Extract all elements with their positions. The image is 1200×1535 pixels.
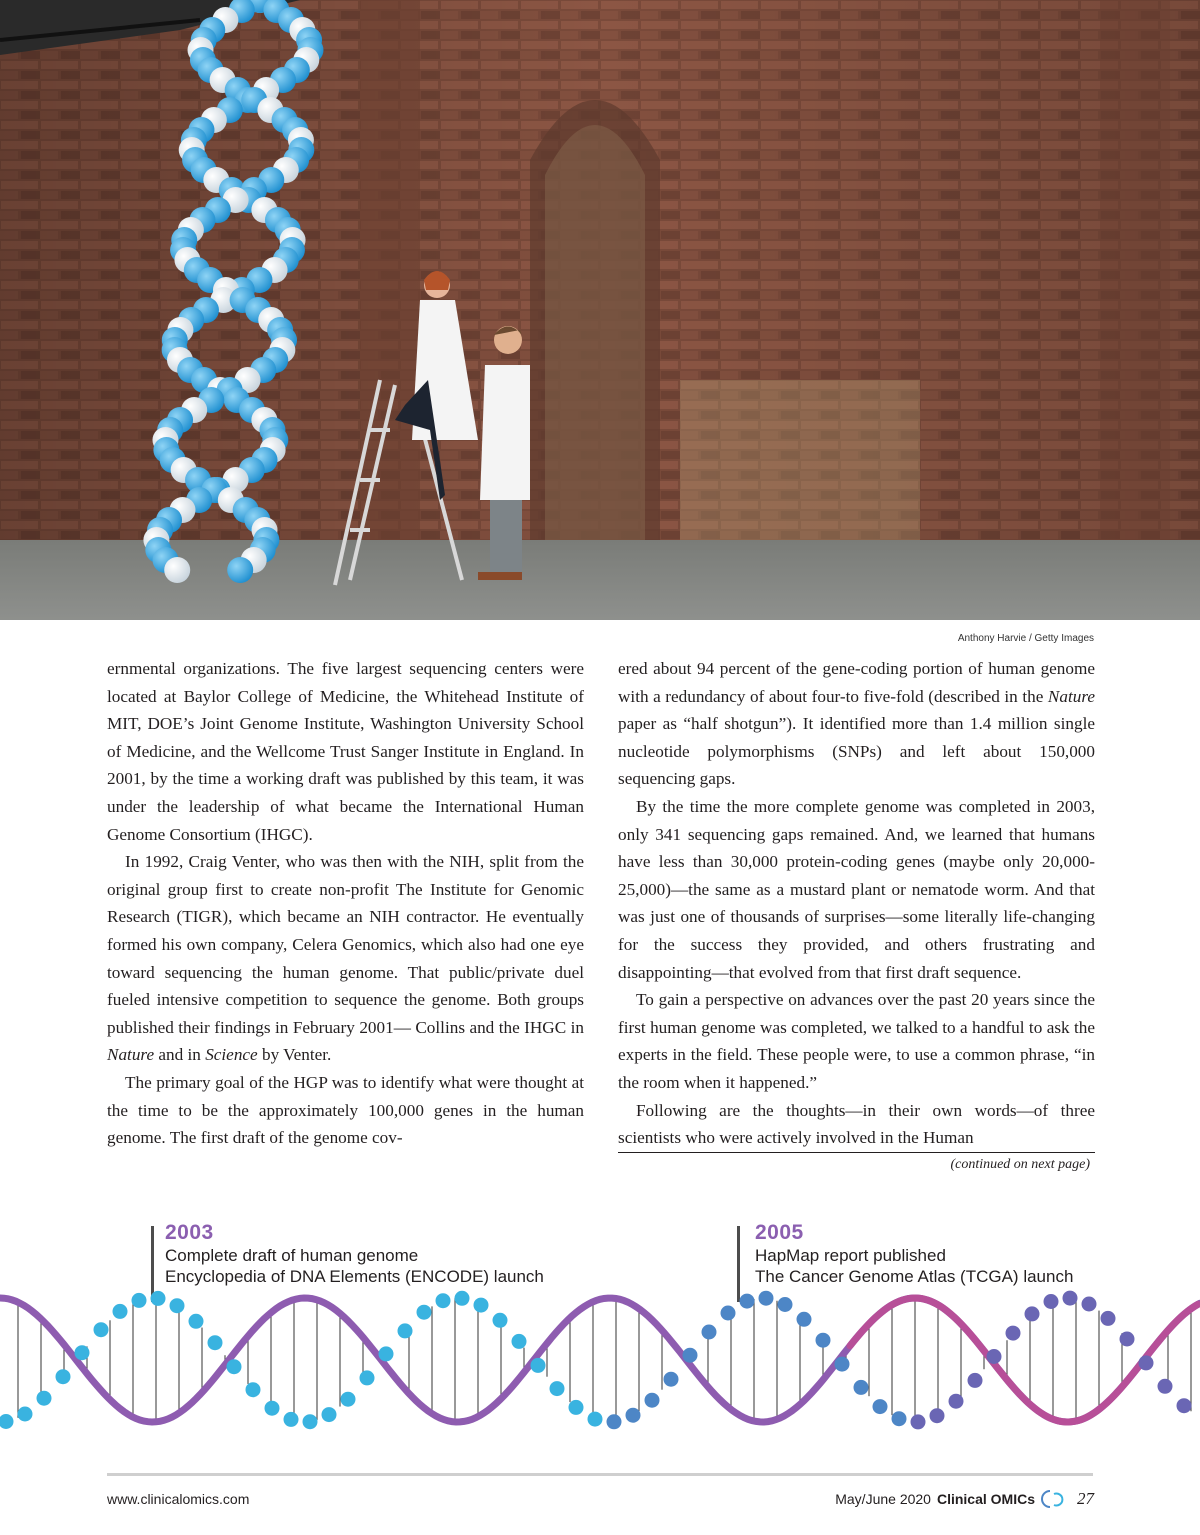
dna-dot [797, 1312, 812, 1327]
dna-dot [417, 1305, 432, 1320]
dna-dot [360, 1370, 375, 1385]
dna-dot [569, 1400, 584, 1415]
balloon [227, 557, 253, 583]
paragraph: ernmental organizations. The five largest sequencing centers were located at Baylor College of Medicine, the Whitehead Institute of MIT, DOE’s Joint Genome Institute, Washington University School of Medicine, and the Wellcome Trust Sanger Institute in England. In 2001, by the time a working draft was published by this team, it was under the leadership of what became the International Human Genome Consortium (IHGC). [107, 659, 584, 844]
dna-dot [588, 1412, 603, 1427]
dna-dot [227, 1359, 242, 1374]
dna-dot [664, 1372, 679, 1387]
dna-dot [208, 1335, 223, 1350]
dna-dot [550, 1381, 565, 1396]
dna-dot [132, 1293, 147, 1308]
dna-dot [1025, 1306, 1040, 1321]
article-left-column [107, 655, 584, 1152]
dna-dot [303, 1414, 318, 1429]
milestone-text: The Cancer Genome Atlas (TCGA) launch [755, 1267, 1074, 1286]
dna-dot [911, 1414, 926, 1429]
issue-date: May/June 2020 [835, 1491, 931, 1507]
dna-dot [930, 1408, 945, 1423]
dna-dot [75, 1345, 90, 1360]
footer-folio [835, 1488, 1094, 1510]
continued-note: (continued on next page) [950, 1156, 1090, 1172]
dna-dot [1063, 1291, 1078, 1306]
dna-dot [1006, 1326, 1021, 1341]
dna-dot [170, 1298, 185, 1313]
milestone-year: 2003 [165, 1221, 214, 1244]
dna-dot [189, 1314, 204, 1329]
dna-dot [113, 1304, 128, 1319]
paragraph: Following are the thoughts—in their own words—of three scientists who were actively involved in the Human [618, 1097, 1095, 1153]
dna-strand [0, 1298, 1200, 1422]
dna-dot [493, 1313, 508, 1328]
paragraph: In 1992, Craig Venter, who was then with the NIH, split from the original group first to create non-profit The Institute for Genomic Research (TIGR), which became an NIH contractor. He eventually formed his own company, Celera Genomics, which also had one eye toward sequencing the human genome. That public/private duel fueled intensive competition to sequence the genome. Both groups published their findings in February 2001— Collins and the IHGC in Nature and in Science by Venter. [107, 852, 584, 1065]
dna-dot [1082, 1297, 1097, 1312]
dna-dot [702, 1325, 717, 1340]
dna-dot [778, 1297, 793, 1312]
dna-dot [892, 1411, 907, 1426]
milestone-text: Encyclopedia of DNA Elements (ENCODE) launch [165, 1267, 544, 1286]
dna-dot [835, 1357, 850, 1372]
dna-dot [1120, 1332, 1135, 1347]
dna-dot [37, 1391, 52, 1406]
dna-dot [683, 1348, 698, 1363]
milestone-year: 2005 [755, 1221, 804, 1244]
dna-dot [284, 1412, 299, 1427]
dna-dot [1158, 1379, 1173, 1394]
paragraph: By the time the more complete genome was completed in 2003, only 341 sequencing gaps remained. And, we learned that humans have less than 30,000 protein-coding genes (maybe only 20,000-25,000)—the same as a mustard plant or nematode worm. And that was just one of thousands of surprises—some literally life-changing for the success they provided, and others frustrating and disappointing—that evolved from that first draft sequence. [618, 796, 1095, 982]
hero-photo [0, 0, 1200, 620]
dna-dot [1044, 1294, 1059, 1309]
dna-dot [1177, 1398, 1192, 1413]
dna-dot [265, 1401, 280, 1416]
dna-dot [1101, 1311, 1116, 1326]
dna-dot [1139, 1355, 1154, 1370]
paragraph: The primary goal of the HGP was to identify what were thought at the time to be the approximately 100,000 genes in the human genome. The first draft of the genome cov- [107, 1072, 584, 1148]
dna-dot [94, 1322, 109, 1337]
footer-rule [107, 1473, 1093, 1476]
dna-dot [816, 1333, 831, 1348]
dna-dot [531, 1358, 546, 1373]
magazine-name: Clinical OMICs [936, 1491, 1035, 1507]
dna-dot [379, 1346, 394, 1361]
paragraph: ered about 94 percent of the gene-coding portion of human genome with a redundancy of about four-to five-fold (described in the Nature paper as “half shotgun”). It identified more than 1.4 million single nucleotide polymorphisms (SNPs) and left about 150,000 sequencing gaps. [618, 659, 1095, 789]
dna-dot [645, 1393, 660, 1408]
dna-dot [759, 1291, 774, 1306]
dna-dot [740, 1294, 755, 1309]
dna-dot [18, 1407, 33, 1422]
dna-dot [322, 1407, 337, 1422]
dna-dot [607, 1414, 622, 1429]
dna-dot [398, 1323, 413, 1338]
dna-dot [968, 1373, 983, 1388]
footer-url[interactable]: www.clinicalomics.com [107, 1491, 250, 1507]
dna-dot [246, 1382, 261, 1397]
milestone-text: HapMap report published [755, 1246, 946, 1265]
photo-credit: Anthony Harvie / Getty Images [957, 633, 1094, 644]
dna-dot [341, 1392, 356, 1407]
dna-dot [721, 1306, 736, 1321]
dna-timeline-graphic [0, 1290, 1200, 1440]
paragraph: To gain a perspective on advances over the past 20 years since the first human genome was completed, we talked to a handful to ask the experts in the field. These people were, to use a common phrase, “in the room when it happened.” [618, 990, 1095, 1092]
page-number: 27 [1077, 1489, 1094, 1508]
dna-dot [626, 1408, 641, 1423]
dna-dot [0, 1414, 14, 1429]
dna-dot [56, 1369, 71, 1384]
article-right-column [618, 655, 1095, 1175]
dna-dot [436, 1293, 451, 1308]
dna-dot [854, 1380, 869, 1395]
balloon [164, 557, 190, 583]
clinical-omics-logo-icon [1041, 1488, 1067, 1510]
dna-dot [455, 1291, 470, 1306]
dna-dot [987, 1349, 1002, 1364]
milestone-text: Complete draft of human genome [165, 1246, 419, 1265]
dna-dot [151, 1291, 166, 1306]
dna-dot [512, 1334, 527, 1349]
dna-balloon-helix-photo [0, 0, 1200, 620]
dna-dot [949, 1394, 964, 1409]
dna-dot [474, 1298, 489, 1313]
dna-dot [873, 1399, 888, 1414]
